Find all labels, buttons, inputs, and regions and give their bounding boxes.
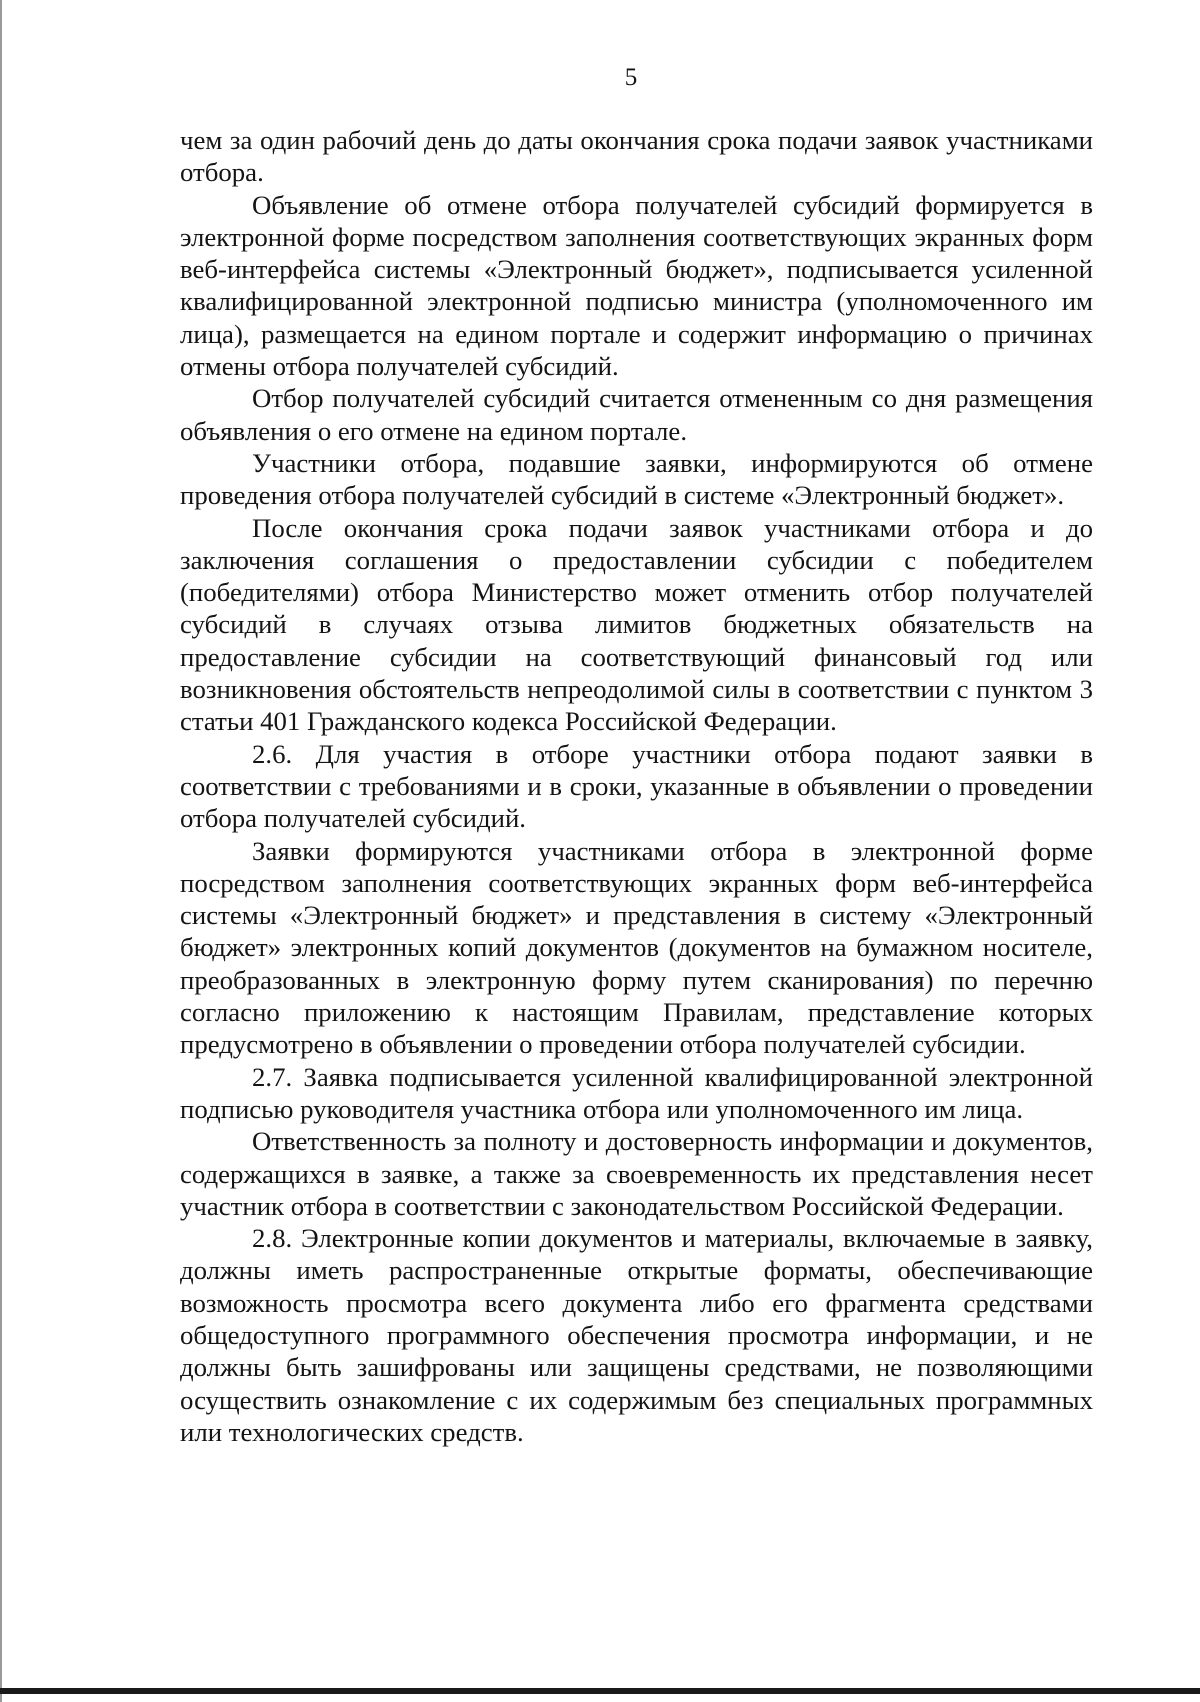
paragraph-ministry-may-cancel: После окончания срока подачи заявок участниками отбора и до заключения соглашения о предоставлении субсидии с победителем (победителями) отбора Министерство может отменить отбор получателей субсидий в случаях отзыва лимитов бюджетных обязательств на предоставление субсидии на соответствующий финансовый год или возникновения обстоятельств непреодолимой силы в соответствии с пунктом 3 статьи 401 Гражданского кодекса Российской Федерации. <box>180 512 1093 737</box>
page-number: 5 <box>624 64 638 91</box>
paragraph-selection-cancelled: Отбор получателей субсидий считается отмененным со дня размещения объявления о его отмене на едином портале. <box>180 383 1093 446</box>
paragraph-participants-informed: Участники отбора, подавшие заявки, информируются об отмене проведения отбора получателей субсидий в системе «Электронный бюджет». <box>180 447 1093 511</box>
paragraph-clause-2-6: 2.6. Для участия в отборе участники отбора подают заявки в соответствии с требованиями и в сроки, указанные в объявлении о проведении отбора получателей субсидий. <box>180 738 1093 834</box>
paragraph-clause-2-7: 2.7. Заявка подписывается усиленной квалифицированной электронной подписью руководителя участника отбора или уполномоченного им лица. <box>180 1061 1093 1124</box>
paragraph-clause-2-8: 2.8. Электронные копии документов и материалы, включаемые в заявку, должны иметь распространенные открытые форматы, обеспечивающие возможность просмотра всего документа либо его фрагмента средствами общедоступного программного обеспечения просмотра информации, и не должны быть зашифрованы или защищены средствами, не позволяющими осуществить ознакомление с их содержимым без специальных программных или технологических средств. <box>180 1223 1093 1447</box>
document-body <box>180 124 1093 1448</box>
scan-edge-left <box>0 0 2 1702</box>
paragraph-responsibility: Ответственность за полноту и достоверность информации и документов, содержащихся в заявке, а также за своевременность их представления несет участник отбора в соответствии с законодательством Российской Федерации. <box>180 1126 1093 1221</box>
paragraph-applications-formed: Заявки формируются участниками отбора в электронной форме посредством заполнения соответствующих экранных форм веб-интерфейса системы «Электронный бюджет» и представления в систему «Электронный бюджет» электронных копий документов (документов на бумажном носителе, преобразованных в электронную форму путем сканирования) по перечню согласно приложению к настоящим Правилам, представление которых предусмотрено в объявлении о проведении отбора получателей субсидии. <box>180 835 1093 1060</box>
scan-edge-bottom <box>0 1688 1200 1694</box>
paragraph-cancellation-announcement: Объявление об отмене отбора получателей субсидий формируется в электронной форме посредством заполнения соответствующих экранных форм веб-интерфейса системы «Электронный бюджет», подписывается усиленной квалифицированной электронной подписью министра (уполномоченного им лица), размещается на едином портале и содержит информацию о причинах отмены отбора получателей субсидий. <box>180 189 1093 382</box>
paragraph-continuation: чем за один рабочий день до даты окончания срока подачи заявок участниками отбора. <box>180 125 1093 188</box>
